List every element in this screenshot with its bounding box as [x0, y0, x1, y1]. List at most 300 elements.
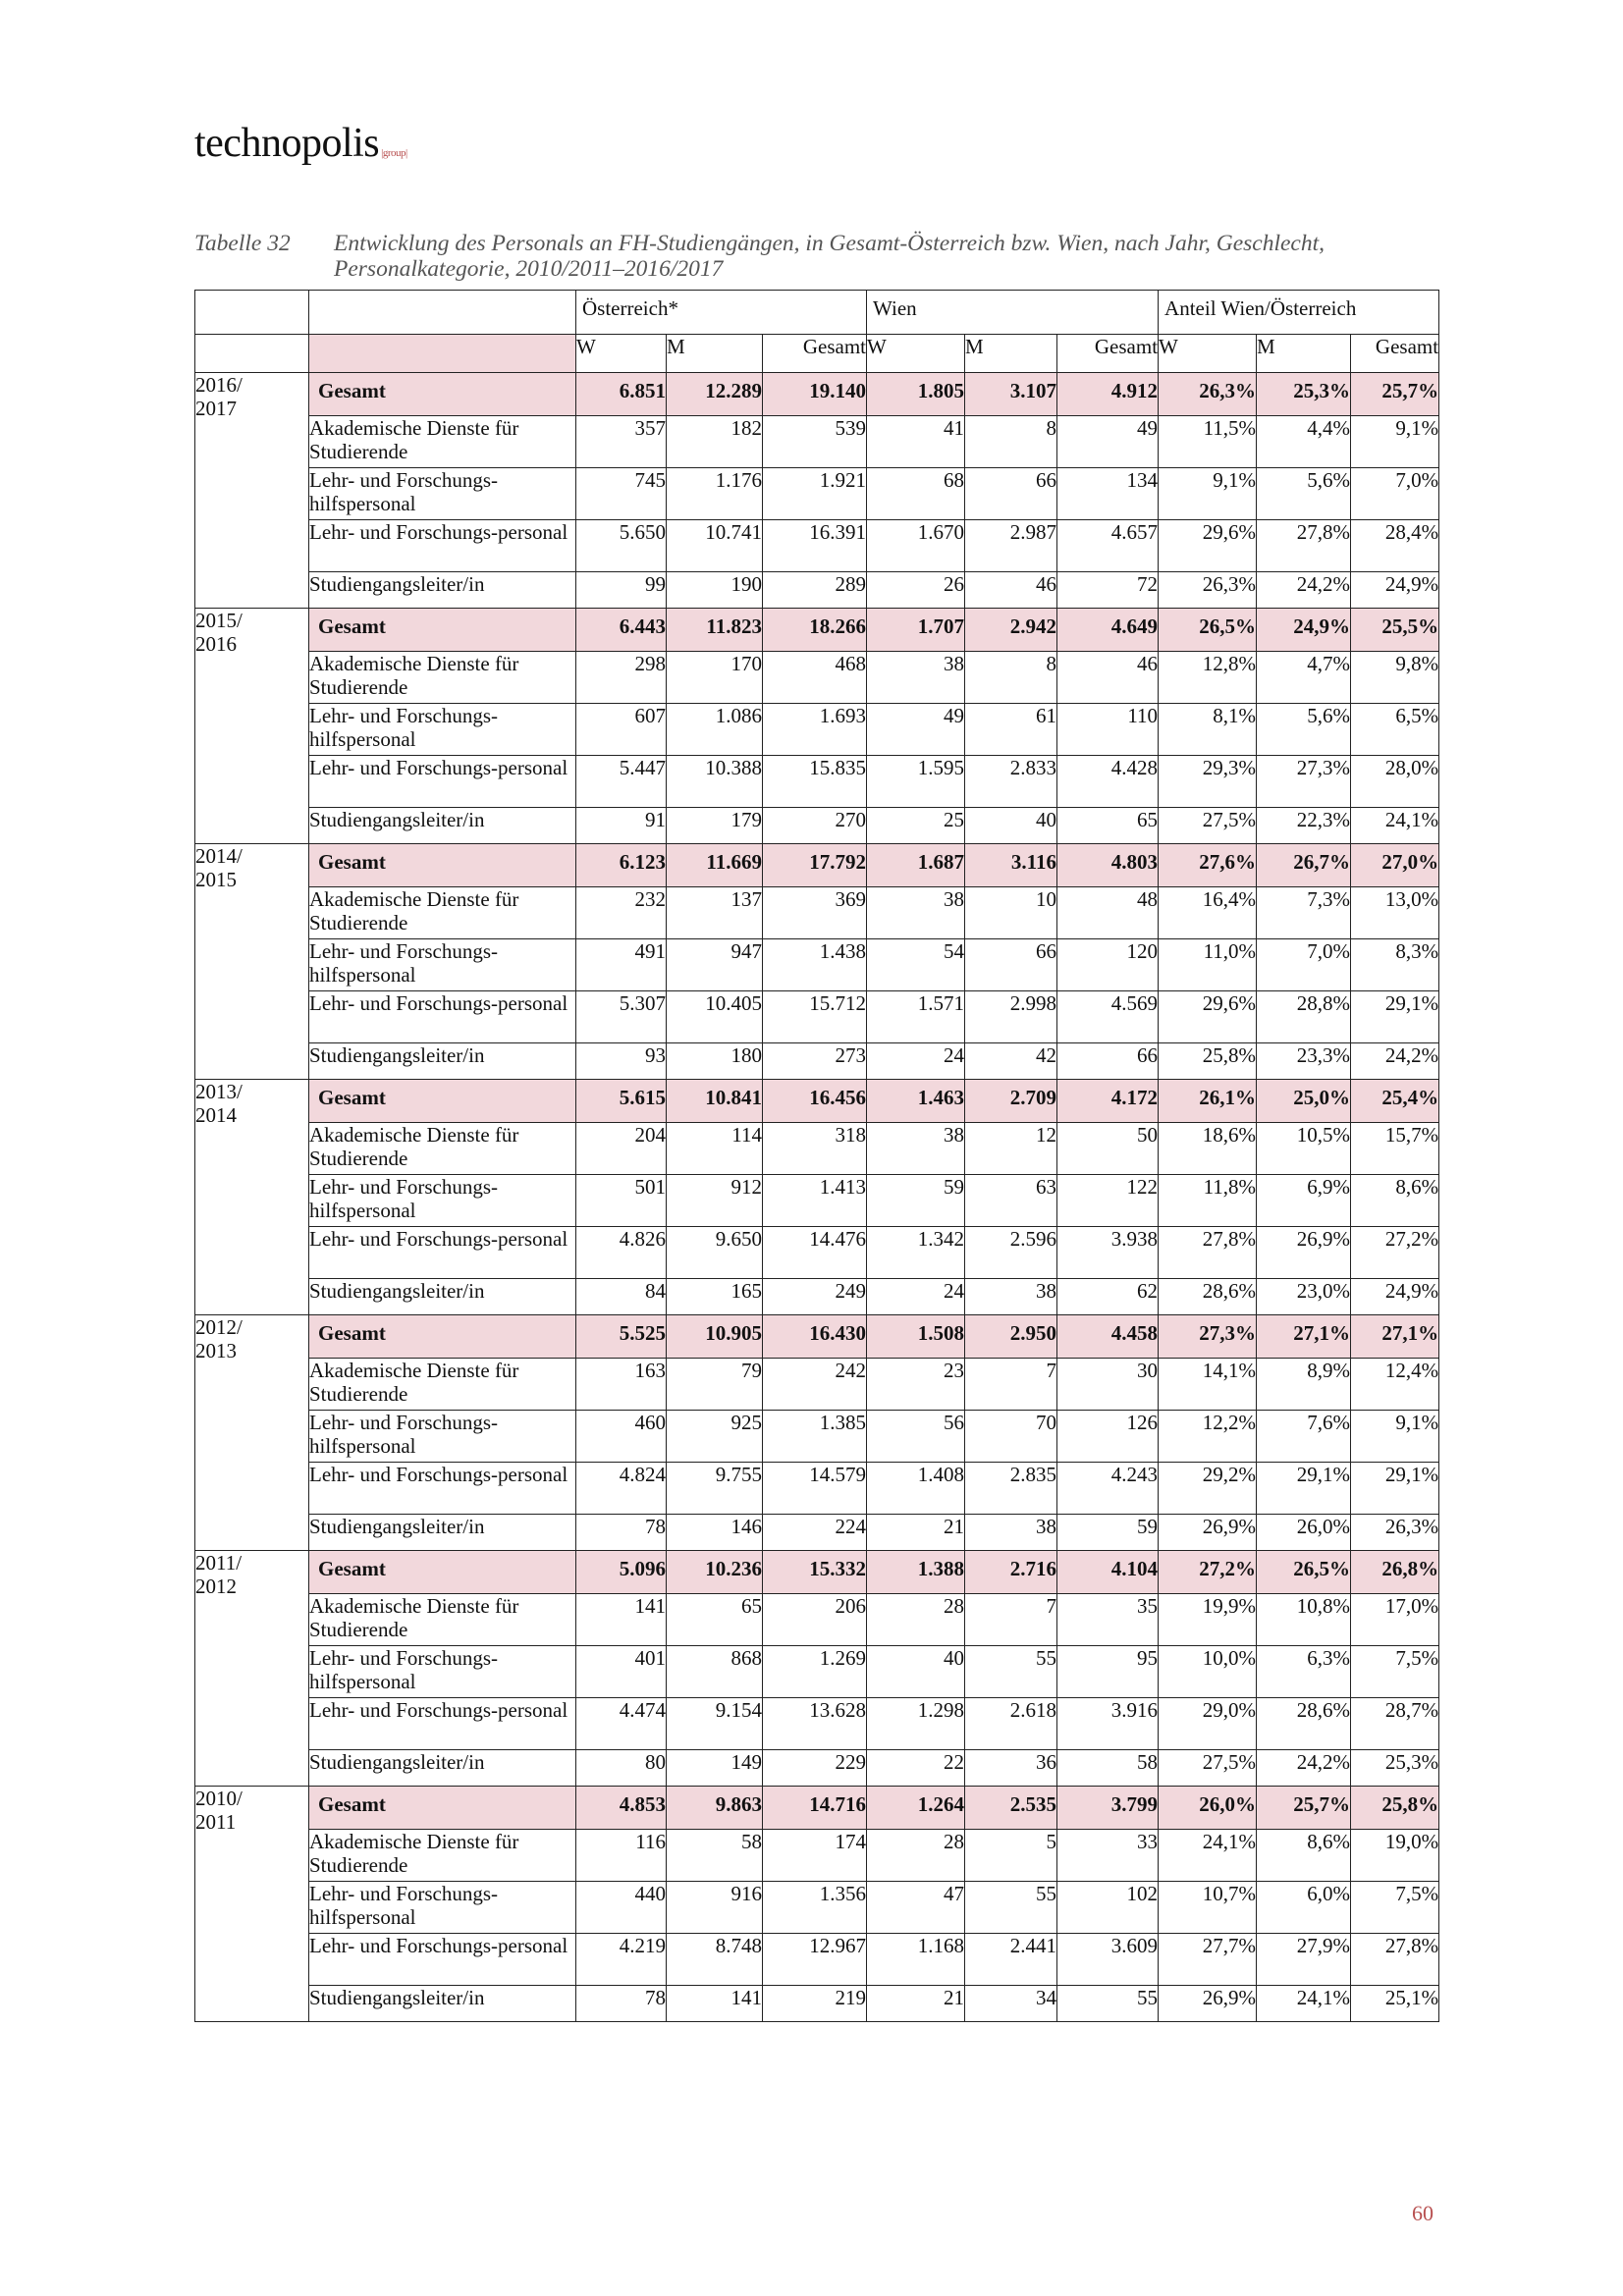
- value-cell: 18.266: [763, 609, 867, 652]
- table-row: [195, 1043, 1439, 1080]
- value-cell: 29,1%: [1351, 1463, 1439, 1515]
- value-cell: 25,4%: [1351, 1080, 1439, 1123]
- value-cell: 6,3%: [1257, 1646, 1351, 1698]
- value-cell: 11,8%: [1159, 1175, 1257, 1227]
- value-cell: 66: [965, 939, 1057, 991]
- table-row: [195, 1463, 1439, 1515]
- value-cell: 29,3%: [1159, 756, 1257, 808]
- value-cell: 41: [867, 416, 965, 468]
- table-row: [195, 572, 1439, 609]
- value-cell: 607: [576, 704, 667, 756]
- category-cell: Lehr- und Forschungs-hilfspersonal: [309, 1646, 576, 1698]
- category-cell: Gesamt: [309, 1551, 576, 1594]
- value-cell: 35: [1057, 1594, 1159, 1646]
- year-cell: 2010/ 2011: [195, 1787, 309, 2022]
- value-cell: 50: [1057, 1123, 1159, 1175]
- value-cell: 7: [965, 1594, 1057, 1646]
- logo-subtext: |group|: [381, 147, 407, 159]
- value-cell: 179: [667, 808, 763, 844]
- value-cell: 2.709: [965, 1080, 1057, 1123]
- value-cell: 6,0%: [1257, 1882, 1351, 1934]
- technopolis-logo: [194, 120, 407, 167]
- value-cell: 22,3%: [1257, 808, 1351, 844]
- value-cell: 11.823: [667, 609, 763, 652]
- value-cell: 14.716: [763, 1787, 867, 1830]
- value-cell: 14.579: [763, 1463, 867, 1515]
- subheader-cell: M: [1257, 335, 1351, 373]
- value-cell: 126: [1057, 1411, 1159, 1463]
- category-cell: Studiengangsleiter/in: [309, 1750, 576, 1787]
- value-cell: 401: [576, 1646, 667, 1698]
- value-cell: 1.408: [867, 1463, 965, 1515]
- header-empty-cell: [309, 291, 576, 335]
- total-row: [195, 373, 1439, 416]
- value-cell: 2.942: [965, 609, 1057, 652]
- value-cell: 65: [667, 1594, 763, 1646]
- table-row: [195, 756, 1439, 808]
- value-cell: 165: [667, 1279, 763, 1315]
- value-cell: 206: [763, 1594, 867, 1646]
- value-cell: 1.298: [867, 1698, 965, 1750]
- group-header: Österreich*: [576, 291, 867, 335]
- value-cell: 1.356: [763, 1882, 867, 1934]
- value-cell: 1.670: [867, 520, 965, 572]
- value-cell: 24,2%: [1257, 572, 1351, 609]
- value-cell: 4.569: [1057, 991, 1159, 1043]
- value-cell: 16.456: [763, 1080, 867, 1123]
- total-row: [195, 1315, 1439, 1359]
- value-cell: 3.609: [1057, 1934, 1159, 1986]
- value-cell: 25,3%: [1351, 1750, 1439, 1787]
- value-cell: 70: [965, 1411, 1057, 1463]
- value-cell: 219: [763, 1986, 867, 2022]
- category-cell: Studiengangsleiter/in: [309, 572, 576, 609]
- table-row: [195, 520, 1439, 572]
- value-cell: 19.140: [763, 373, 867, 416]
- value-cell: 28,8%: [1257, 991, 1351, 1043]
- value-cell: 2.987: [965, 520, 1057, 572]
- value-cell: 1.508: [867, 1315, 965, 1359]
- value-cell: 7,5%: [1351, 1882, 1439, 1934]
- value-cell: 10.905: [667, 1315, 763, 1359]
- value-cell: 40: [965, 808, 1057, 844]
- header-row-subheaders: [195, 335, 1439, 373]
- value-cell: 925: [667, 1411, 763, 1463]
- year-cell: 2016/ 2017: [195, 373, 309, 609]
- value-cell: 27,9%: [1257, 1934, 1351, 1986]
- value-cell: 204: [576, 1123, 667, 1175]
- value-cell: 1.086: [667, 704, 763, 756]
- value-cell: 27,2%: [1351, 1227, 1439, 1279]
- value-cell: 22: [867, 1750, 965, 1787]
- value-cell: 66: [1057, 1043, 1159, 1080]
- value-cell: 10,0%: [1159, 1646, 1257, 1698]
- value-cell: 28,6%: [1257, 1698, 1351, 1750]
- value-cell: 24,1%: [1257, 1986, 1351, 2022]
- value-cell: 26,7%: [1257, 844, 1351, 887]
- value-cell: 7: [965, 1359, 1057, 1411]
- value-cell: 9.755: [667, 1463, 763, 1515]
- value-cell: 24,2%: [1351, 1043, 1439, 1080]
- value-cell: 26: [867, 572, 965, 609]
- category-cell: Gesamt: [309, 1080, 576, 1123]
- value-cell: 5.307: [576, 991, 667, 1043]
- value-cell: 190: [667, 572, 763, 609]
- value-cell: 7,6%: [1257, 1411, 1351, 1463]
- category-cell: Lehr- und Forschungs-personal: [309, 1463, 576, 1515]
- value-cell: 273: [763, 1043, 867, 1080]
- value-cell: 1.693: [763, 704, 867, 756]
- value-cell: 55: [1057, 1986, 1159, 2022]
- value-cell: 63: [965, 1175, 1057, 1227]
- value-cell: 29,6%: [1159, 520, 1257, 572]
- value-cell: 28,4%: [1351, 520, 1439, 572]
- value-cell: 84: [576, 1279, 667, 1315]
- value-cell: 4.458: [1057, 1315, 1159, 1359]
- value-cell: 289: [763, 572, 867, 609]
- value-cell: 42: [965, 1043, 1057, 1080]
- table-row: [195, 1227, 1439, 1279]
- value-cell: 4.912: [1057, 373, 1159, 416]
- value-cell: 3.107: [965, 373, 1057, 416]
- value-cell: 440: [576, 1882, 667, 1934]
- value-cell: 2.950: [965, 1315, 1057, 1359]
- value-cell: 1.438: [763, 939, 867, 991]
- value-cell: 26,5%: [1159, 609, 1257, 652]
- category-cell: Lehr- und Forschungs-personal: [309, 1934, 576, 1986]
- table-row: [195, 939, 1439, 991]
- table-row: [195, 1123, 1439, 1175]
- category-cell: Studiengangsleiter/in: [309, 1986, 576, 2022]
- value-cell: 4.824: [576, 1463, 667, 1515]
- value-cell: 25,8%: [1159, 1043, 1257, 1080]
- value-cell: 26,9%: [1159, 1986, 1257, 2022]
- value-cell: 26,3%: [1351, 1515, 1439, 1551]
- value-cell: 54: [867, 939, 965, 991]
- value-cell: 12.967: [763, 1934, 867, 1986]
- category-cell: Studiengangsleiter/in: [309, 1515, 576, 1551]
- category-cell: Lehr- und Forschungs-personal: [309, 991, 576, 1043]
- header-row-groups: [195, 291, 1439, 335]
- value-cell: 27,3%: [1159, 1315, 1257, 1359]
- table-row: [195, 1594, 1439, 1646]
- header-empty-cell: [195, 291, 309, 335]
- value-cell: 23,0%: [1257, 1279, 1351, 1315]
- subheader-cell: Gesamt: [1057, 335, 1159, 373]
- subheader-cell: M: [667, 335, 763, 373]
- value-cell: 6.851: [576, 373, 667, 416]
- value-cell: 468: [763, 652, 867, 704]
- value-cell: 11,0%: [1159, 939, 1257, 991]
- value-cell: 18,6%: [1159, 1123, 1257, 1175]
- value-cell: 14,1%: [1159, 1359, 1257, 1411]
- value-cell: 232: [576, 887, 667, 939]
- value-cell: 29,1%: [1351, 991, 1439, 1043]
- value-cell: 1.342: [867, 1227, 965, 1279]
- value-cell: 10: [965, 887, 1057, 939]
- table-row: [195, 416, 1439, 468]
- value-cell: 2.618: [965, 1698, 1057, 1750]
- value-cell: 11.669: [667, 844, 763, 887]
- value-cell: 174: [763, 1830, 867, 1882]
- category-cell: Studiengangsleiter/in: [309, 808, 576, 844]
- value-cell: 10.741: [667, 520, 763, 572]
- value-cell: 27,6%: [1159, 844, 1257, 887]
- value-cell: 10.236: [667, 1551, 763, 1594]
- value-cell: 26,3%: [1159, 572, 1257, 609]
- group-header: Anteil Wien/Österreich: [1159, 291, 1439, 335]
- value-cell: 4,4%: [1257, 416, 1351, 468]
- value-cell: 28,0%: [1351, 756, 1439, 808]
- total-row: [195, 609, 1439, 652]
- value-cell: 27,8%: [1257, 520, 1351, 572]
- value-cell: 6.123: [576, 844, 667, 887]
- value-cell: 16.391: [763, 520, 867, 572]
- subheader-cell: M: [965, 335, 1057, 373]
- value-cell: 27,2%: [1159, 1551, 1257, 1594]
- value-cell: 72: [1057, 572, 1159, 609]
- value-cell: 7,0%: [1351, 468, 1439, 520]
- value-cell: 2.596: [965, 1227, 1057, 1279]
- value-cell: 99: [576, 572, 667, 609]
- value-cell: 25,1%: [1351, 1986, 1439, 2022]
- value-cell: 24,9%: [1351, 1279, 1439, 1315]
- value-cell: 6,9%: [1257, 1175, 1351, 1227]
- value-cell: 26,0%: [1257, 1515, 1351, 1551]
- value-cell: 56: [867, 1411, 965, 1463]
- value-cell: 4.243: [1057, 1463, 1159, 1515]
- value-cell: 1.264: [867, 1787, 965, 1830]
- value-cell: 242: [763, 1359, 867, 1411]
- value-cell: 1.168: [867, 1934, 965, 1986]
- value-cell: 91: [576, 808, 667, 844]
- value-cell: 9,1%: [1351, 1411, 1439, 1463]
- value-cell: 21: [867, 1515, 965, 1551]
- value-cell: 6.443: [576, 609, 667, 652]
- value-cell: 4.172: [1057, 1080, 1159, 1123]
- value-cell: 49: [1057, 416, 1159, 468]
- value-cell: 9,1%: [1159, 468, 1257, 520]
- value-cell: 13,0%: [1351, 887, 1439, 939]
- value-cell: 28,7%: [1351, 1698, 1439, 1750]
- value-cell: 26,8%: [1351, 1551, 1439, 1594]
- table-row: [195, 1698, 1439, 1750]
- value-cell: 5.447: [576, 756, 667, 808]
- value-cell: 80: [576, 1750, 667, 1787]
- value-cell: 270: [763, 808, 867, 844]
- subheader-cell: W: [1159, 335, 1257, 373]
- subheader-cell: Gesamt: [1351, 335, 1439, 373]
- value-cell: 26,5%: [1257, 1551, 1351, 1594]
- value-cell: 12.289: [667, 373, 763, 416]
- value-cell: 249: [763, 1279, 867, 1315]
- value-cell: 149: [667, 1750, 763, 1787]
- value-cell: 26,3%: [1159, 373, 1257, 416]
- category-cell: Akademische Dienste für Studierende: [309, 1123, 576, 1175]
- value-cell: 146: [667, 1515, 763, 1551]
- value-cell: 78: [576, 1986, 667, 2022]
- value-cell: 27,1%: [1351, 1315, 1439, 1359]
- page-number: 60: [1412, 2201, 1434, 2225]
- value-cell: 24,9%: [1351, 572, 1439, 609]
- value-cell: 4.803: [1057, 844, 1159, 887]
- value-cell: 27,0%: [1351, 844, 1439, 887]
- category-cell: Lehr- und Forschungs-hilfspersonal: [309, 1882, 576, 1934]
- value-cell: 2.716: [965, 1551, 1057, 1594]
- value-cell: 25: [867, 808, 965, 844]
- value-cell: 9,8%: [1351, 652, 1439, 704]
- value-cell: 27,5%: [1159, 1750, 1257, 1787]
- category-cell: Studiengangsleiter/in: [309, 1279, 576, 1315]
- value-cell: 182: [667, 416, 763, 468]
- value-cell: 224: [763, 1515, 867, 1551]
- category-cell: Lehr- und Forschungs-hilfspersonal: [309, 1175, 576, 1227]
- value-cell: 163: [576, 1359, 667, 1411]
- value-cell: 68: [867, 468, 965, 520]
- value-cell: 180: [667, 1043, 763, 1080]
- value-cell: 8,6%: [1257, 1830, 1351, 1882]
- header-empty-cell: [195, 335, 309, 373]
- value-cell: 1.921: [763, 468, 867, 520]
- year-cell: 2013/ 2014: [195, 1080, 309, 1315]
- group-header: Wien: [867, 291, 1159, 335]
- subheader-cell: W: [867, 335, 965, 373]
- value-cell: 59: [867, 1175, 965, 1227]
- table-row: [195, 1411, 1439, 1463]
- value-cell: 27,3%: [1257, 756, 1351, 808]
- category-cell: Gesamt: [309, 1315, 576, 1359]
- value-cell: 137: [667, 887, 763, 939]
- value-cell: 4.219: [576, 1934, 667, 1986]
- value-cell: 61: [965, 704, 1057, 756]
- category-cell: Gesamt: [309, 844, 576, 887]
- value-cell: 120: [1057, 939, 1159, 991]
- value-cell: 38: [867, 652, 965, 704]
- table-row: [195, 1750, 1439, 1787]
- value-cell: 8.748: [667, 1934, 763, 1986]
- value-cell: 38: [965, 1515, 1057, 1551]
- value-cell: 5.525: [576, 1315, 667, 1359]
- table-row: [195, 991, 1439, 1043]
- category-cell: Akademische Dienste für Studierende: [309, 1359, 576, 1411]
- category-cell: Lehr- und Forschungs-personal: [309, 520, 576, 572]
- table-row: [195, 808, 1439, 844]
- category-cell: Studiengangsleiter/in: [309, 1043, 576, 1080]
- value-cell: 2.535: [965, 1787, 1057, 1830]
- value-cell: 38: [867, 1123, 965, 1175]
- value-cell: 7,3%: [1257, 887, 1351, 939]
- value-cell: 9,1%: [1351, 416, 1439, 468]
- value-cell: 1.413: [763, 1175, 867, 1227]
- value-cell: 15,7%: [1351, 1123, 1439, 1175]
- value-cell: 5,6%: [1257, 704, 1351, 756]
- table-row: [195, 1359, 1439, 1411]
- table-row: [195, 1882, 1439, 1934]
- category-cell: Lehr- und Forschungs-personal: [309, 1698, 576, 1750]
- value-cell: 16.430: [763, 1315, 867, 1359]
- value-cell: 460: [576, 1411, 667, 1463]
- value-cell: 27,5%: [1159, 808, 1257, 844]
- value-cell: 318: [763, 1123, 867, 1175]
- value-cell: 4,7%: [1257, 652, 1351, 704]
- value-cell: 5.096: [576, 1551, 667, 1594]
- value-cell: 29,1%: [1257, 1463, 1351, 1515]
- value-cell: 141: [667, 1986, 763, 2022]
- value-cell: 28: [867, 1830, 965, 1882]
- value-cell: 9.154: [667, 1698, 763, 1750]
- category-cell: Lehr- und Forschungs-personal: [309, 756, 576, 808]
- category-cell: Akademische Dienste für Studierende: [309, 1830, 576, 1882]
- value-cell: 46: [965, 572, 1057, 609]
- value-cell: 947: [667, 939, 763, 991]
- value-cell: 28,6%: [1159, 1279, 1257, 1315]
- personnel-table: [194, 290, 1439, 2022]
- value-cell: 19,0%: [1351, 1830, 1439, 1882]
- total-row: [195, 844, 1439, 887]
- value-cell: 23,3%: [1257, 1043, 1351, 1080]
- value-cell: 8: [965, 652, 1057, 704]
- category-cell: Lehr- und Forschungs-hilfspersonal: [309, 1411, 576, 1463]
- value-cell: 26,0%: [1159, 1787, 1257, 1830]
- value-cell: 4.104: [1057, 1551, 1159, 1594]
- value-cell: 29,0%: [1159, 1698, 1257, 1750]
- value-cell: 11,5%: [1159, 416, 1257, 468]
- value-cell: 48: [1057, 887, 1159, 939]
- value-cell: 8: [965, 416, 1057, 468]
- value-cell: 38: [867, 887, 965, 939]
- value-cell: 2.998: [965, 991, 1057, 1043]
- logo-text: technopolis: [194, 121, 380, 166]
- value-cell: 4.657: [1057, 520, 1159, 572]
- category-cell: Gesamt: [309, 1787, 576, 1830]
- value-cell: 27,7%: [1159, 1934, 1257, 1986]
- value-cell: 868: [667, 1646, 763, 1698]
- value-cell: 1.388: [867, 1551, 965, 1594]
- value-cell: 110: [1057, 704, 1159, 756]
- value-cell: 102: [1057, 1882, 1159, 1934]
- table-row: [195, 1934, 1439, 1986]
- value-cell: 36: [965, 1750, 1057, 1787]
- value-cell: 25,0%: [1257, 1080, 1351, 1123]
- value-cell: 23: [867, 1359, 965, 1411]
- value-cell: 49: [867, 704, 965, 756]
- value-cell: 3.916: [1057, 1698, 1159, 1750]
- total-row: [195, 1080, 1439, 1123]
- category-cell: Lehr- und Forschungs-hilfspersonal: [309, 468, 576, 520]
- value-cell: 1.385: [763, 1411, 867, 1463]
- value-cell: 27,8%: [1159, 1227, 1257, 1279]
- value-cell: 27,8%: [1351, 1934, 1439, 1986]
- value-cell: 10,5%: [1257, 1123, 1351, 1175]
- value-cell: 65: [1057, 808, 1159, 844]
- subheader-cell: W: [576, 335, 667, 373]
- table-body: [195, 291, 1439, 2022]
- value-cell: 229: [763, 1750, 867, 1787]
- caption-text: Entwicklung des Personals an FH-Studiengängen, in Gesamt-Österreich bzw. Wien, nach Jahr, Geschlecht, Personalkategorie, 2010/2011–2016/2017: [334, 231, 1325, 282]
- value-cell: 141: [576, 1594, 667, 1646]
- value-cell: 12,4%: [1351, 1359, 1439, 1411]
- year-cell: 2012/ 2013: [195, 1315, 309, 1551]
- category-cell: Lehr- und Forschungs-hilfspersonal: [309, 704, 576, 756]
- value-cell: 10.841: [667, 1080, 763, 1123]
- year-cell: 2011/ 2012: [195, 1551, 309, 1787]
- value-cell: 5.650: [576, 520, 667, 572]
- value-cell: 24,1%: [1159, 1830, 1257, 1882]
- value-cell: 3.799: [1057, 1787, 1159, 1830]
- value-cell: 25,3%: [1257, 373, 1351, 416]
- value-cell: 26,9%: [1257, 1227, 1351, 1279]
- value-cell: 28: [867, 1594, 965, 1646]
